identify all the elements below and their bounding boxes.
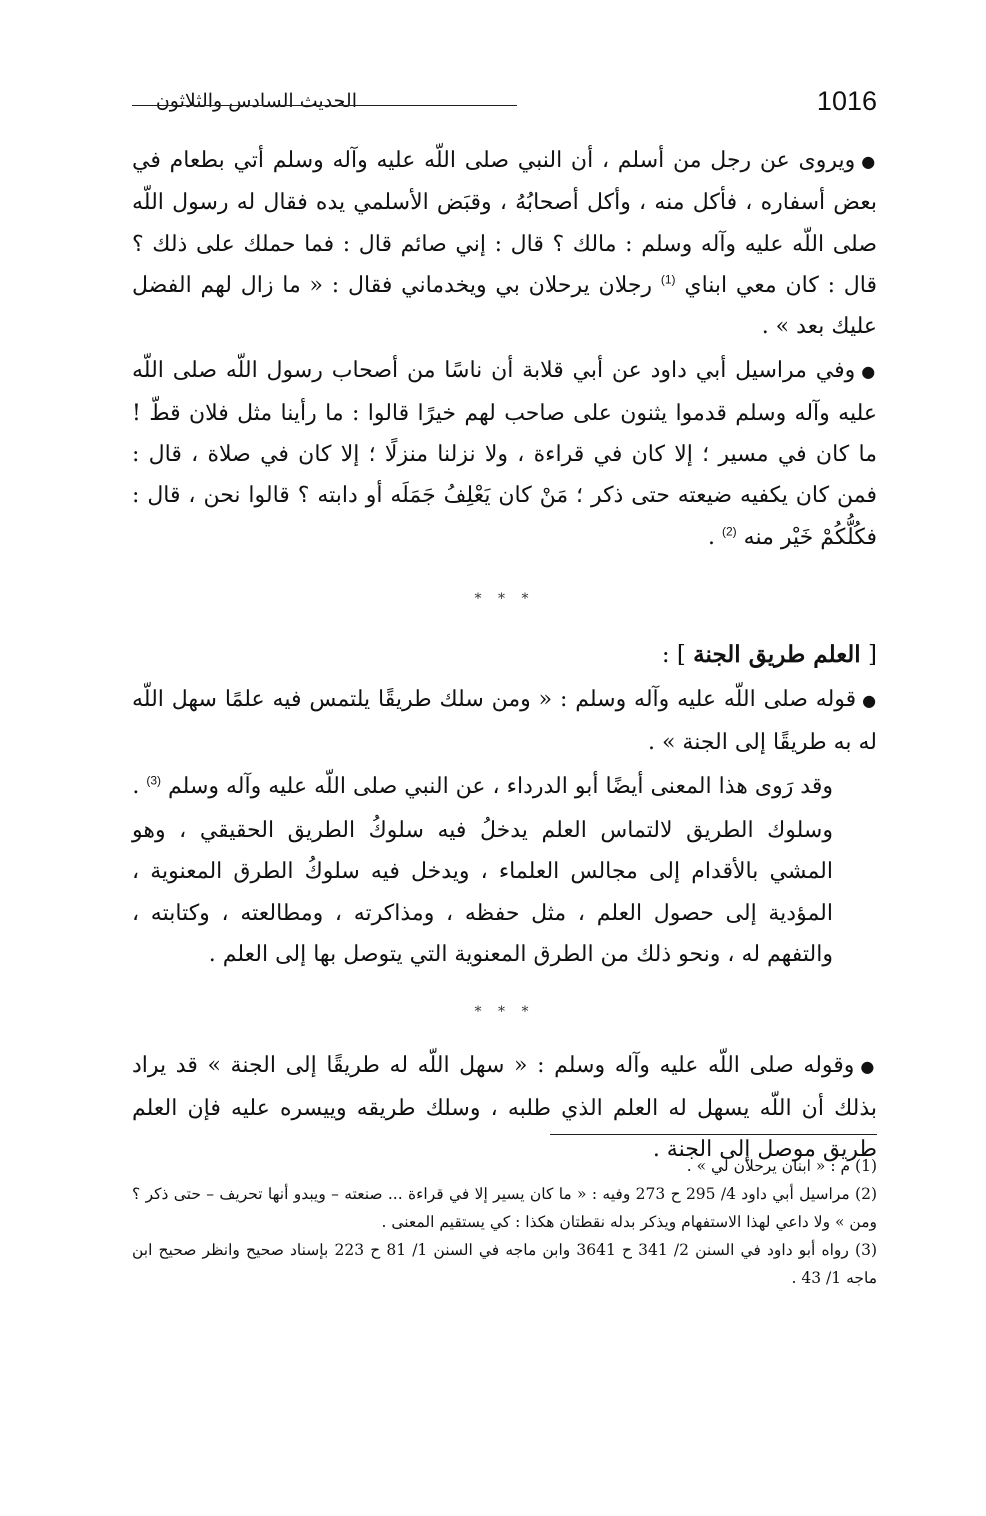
footnote-ref-3: (3) [146, 773, 162, 788]
paragraph-3-text: قوله صلى اللّه عليه وآله وسلم : « ومن سلك طريقًا يلتمس فيه علمًا سهل اللّه له به طريقًا إلى الجنة » . [132, 687, 877, 755]
footnote-1: (1) م : « ابنان يرحلان لي » . [686, 1157, 877, 1175]
header-rule [132, 105, 517, 106]
paragraph-4-end: . [132, 773, 140, 799]
paragraph-6-text: وقوله صلى اللّه عليه وآله وسلم : « سهل اللّه له طريقًا إلى الجنة » قد يراد بذلك أن اللّه يسهل له العلم الذي طلبه ، وسلك طريقه وييسره عليه فإن العلم طريق موصل إلى الجنة . [132, 1053, 877, 1162]
footnote-2: (2) مراسيل أبي داود 4/ 295 ح 273 وفيه : « ما كان يسير إلا في قراءة ... صنعته – ويبدو أنها تحريف – حتى ذكر ؟ ومن » ولا داعي لهذا الاستفهام ويذكر بدله نقطتان هكذا : كي يستقيم المعنى . [132, 1185, 877, 1231]
section-separator-1: * * * [474, 590, 535, 607]
paragraph-4-text: وقد رَوى هذا المعنى أيضًا أبو الدرداء ، عن النبي صلى اللّه عليه وآله وسلم [168, 773, 833, 799]
bullet-icon: ● [861, 362, 877, 382]
footnote-ref-1: (1) [660, 272, 676, 287]
paragraph-2 [132, 350, 877, 557]
heading-open-bracket: [ [868, 641, 877, 668]
page-body [132, 140, 877, 1173]
paragraph-1-text: ويروى عن رجل من أسلم ، أن النبي صلى اللّه عليه وآله وسلم أتي بطعام في بعض أسفاره ، فأكل منه ، وأكل أصحابُهُ ، وقبَض الأسلمي يده فقال له رسول اللّه صلى اللّه عليه وآله وسلم : مالك ؟ قال : إني صائم قال : فما حملك على ذلك ؟ قال : كان معي ابناي [132, 148, 877, 298]
paragraph-2-end: . [707, 524, 715, 550]
paragraph-3 [132, 679, 877, 763]
bullet-icon: ● [861, 152, 877, 171]
bullet-icon: ● [862, 691, 877, 711]
heading-close-bracket: ] : [661, 641, 686, 668]
paragraph-2-text: وفي مراسيل أبي داود عن أبي قلابة أن ناسًا من أصحاب رسول اللّه صلى اللّه عليه وآله وسلم قدموا يثنون على صاحب لهم خيرًا قالوا : ما رأينا مثل فلان قطّ ! ما كان في مسير ؛ إلا كان في قراءة ، ولا نزلنا منزلًا ؛ إلا كان في صلاة ، قال : فمن كان يكفيه ضيعته حتى ذكر ؛ مَنْ كان يَعْلِفُ جَمَلَه أو دابته ؟ قالوا نحن ، قال : فكُلُّكُمْ خَيْر منه [132, 358, 877, 550]
paragraph-4 [132, 766, 877, 807]
footnote-rule [550, 1134, 877, 1135]
paragraph-5-text: وسلوك الطريق لالتماس العلم يدخلُ فيه سلوكُ الطريق الحقيقي ، وهو المشي بالأقدام إلى مجالس العلماء ، ويدخل فيه سلوكُ الطرق المعنوية ، المؤدية إلى حصول العلم ، مثل حفظه ، ومذاكرته ، ومطالعته ، وكتابته ، والتفهم له ، ونحو ذلك من الطرق المعنوية التي يتوصل بها إلى العلم . [132, 818, 833, 968]
section-heading [132, 634, 877, 676]
footnotes [132, 1152, 877, 1292]
heading-text: العلم طريق الجنة [693, 640, 861, 668]
footnote-3: (3) رواه أبو داود في السنن 2/ 341 ح 3641 وابن ماجه في السنن 1/ 81 ح 223 بإسناد صحيح وانظر صحيح ابن ماجه 1/ 43 . [132, 1241, 878, 1287]
paragraph-5 [132, 810, 877, 975]
paragraph-1 [132, 140, 877, 347]
bullet-icon: ● [860, 1057, 877, 1077]
page-header [132, 84, 877, 124]
page-number: 1016 [816, 86, 877, 116]
running-title: الحديث السادس والثلاثون [155, 90, 357, 112]
footnote-ref-2: (2) [721, 524, 737, 539]
paragraph-1-end: رجلان يرحلان بي ويخدماني فقال : « ما زال لهم الفضل عليك بعد » . [132, 272, 877, 340]
section-separator-2: * * * [474, 1004, 535, 1021]
